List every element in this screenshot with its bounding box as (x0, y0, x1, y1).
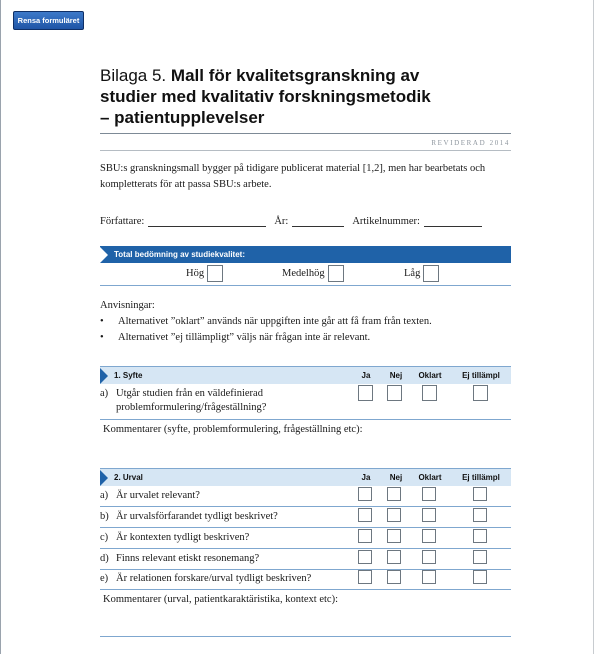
year-label: År: (274, 216, 289, 227)
section-2-a-yes-checkbox[interactable] (358, 487, 372, 501)
question-prefix: e) (100, 573, 109, 584)
quality-high-label: Hög (186, 268, 205, 279)
question-label: Är kontexten tydligt beskriven? (116, 532, 250, 543)
arrow-icon (100, 247, 108, 263)
col-no: Nej (389, 473, 403, 482)
table-row (100, 486, 511, 507)
quality-high-checkbox[interactable] (207, 265, 223, 282)
title-label: Bilaga 5. (100, 66, 167, 85)
section-2-a-no-checkbox[interactable] (387, 487, 401, 501)
section-2-e-unclear-checkbox[interactable] (422, 570, 436, 584)
question-label: Är urvalsförfarandet tydligt beskrivet? (116, 511, 278, 522)
quality-rule (100, 285, 511, 286)
section-2-title: 2. Urval (114, 473, 143, 482)
revised-label: REVIDERAD 2014 (431, 139, 510, 147)
section-2-e-no-checkbox[interactable] (387, 570, 401, 584)
question-prefix: a) (100, 490, 109, 501)
title-line-1: Mall för kvalitetsgranskning av (170, 66, 420, 85)
revised-rule (100, 150, 511, 151)
section-1-comment: Kommentarer (syfte, problemformulering, frågeställning etc): (103, 424, 363, 435)
document-title (100, 65, 510, 128)
quality-medium (282, 265, 344, 282)
question-label: Utgår studien från en väldefinierad problemformulering/frågeställning? (116, 388, 267, 413)
table-row (100, 528, 511, 549)
section-1-a-unclear-checkbox[interactable] (422, 385, 437, 401)
section-2-c-na-checkbox[interactable] (473, 529, 487, 543)
instruction-item: • Alternativet ”oklart” används när uppgiften inte går att få fram från texten. (100, 314, 512, 330)
section-2-b-no-checkbox[interactable] (387, 508, 401, 522)
arrow-icon (100, 470, 108, 486)
question-text (100, 531, 350, 545)
quality-medium-label: Medelhög (282, 268, 325, 279)
question-prefix: d) (100, 553, 109, 564)
section-2-a-na-checkbox[interactable] (473, 487, 487, 501)
col-na: Ej tillämpl (462, 473, 500, 482)
article-field[interactable] (424, 216, 482, 227)
section-2-b-na-checkbox[interactable] (473, 508, 487, 522)
quality-low-label: Låg (404, 268, 421, 279)
question-text (100, 489, 350, 503)
section-1-a-na-checkbox[interactable] (473, 385, 488, 401)
question-prefix: b) (100, 511, 109, 522)
section-2-a-unclear-checkbox[interactable] (422, 487, 436, 501)
section-2-c-unclear-checkbox[interactable] (422, 529, 436, 543)
table-row (100, 570, 511, 590)
quality-low-checkbox[interactable] (423, 265, 439, 282)
table-row (100, 507, 511, 528)
section-1-a-yes-checkbox[interactable] (358, 385, 373, 401)
title-line-3: – patientupplevelser (100, 108, 265, 127)
clear-form-button[interactable]: Rensa formuläret (13, 11, 84, 30)
section-2-b-unclear-checkbox[interactable] (422, 508, 436, 522)
author-label: Författare: (100, 216, 145, 227)
instructions (100, 298, 512, 346)
title-line-2: studier med kvalitativ forskningsmetodik (100, 87, 431, 106)
section-2-c-no-checkbox[interactable] (387, 529, 401, 543)
quality-low (404, 265, 439, 282)
question-text (100, 387, 350, 415)
section-2-e-na-checkbox[interactable] (473, 570, 487, 584)
quality-row (100, 263, 511, 285)
question-text (100, 572, 350, 586)
question-prefix: a) (100, 388, 109, 399)
meta-row (100, 216, 512, 227)
instructions-list (100, 314, 512, 346)
col-unclear: Oklart (418, 371, 442, 380)
table-row (100, 384, 511, 420)
col-unclear: Oklart (418, 473, 442, 482)
section-2-header (100, 468, 511, 486)
col-yes: Ja (361, 371, 371, 380)
question-text (100, 510, 350, 524)
question-label: Är relationen forskare/urval tydligt beskriven? (116, 573, 312, 584)
arrow-icon (100, 368, 108, 384)
section-2-d-unclear-checkbox[interactable] (422, 550, 436, 564)
section-2-d-no-checkbox[interactable] (387, 550, 401, 564)
instructions-heading: Anvisningar: (100, 300, 155, 311)
comment-rule (100, 636, 511, 637)
section-1-a-no-checkbox[interactable] (387, 385, 402, 401)
section-1-title: 1. Syfte (114, 371, 143, 380)
quality-header (100, 246, 511, 263)
year-field[interactable] (292, 216, 344, 227)
section-1-header (100, 366, 511, 384)
section-2-d-na-checkbox[interactable] (473, 550, 487, 564)
table-row (100, 549, 511, 570)
quality-title: Total bedömning av studiekvalitet: (114, 250, 245, 259)
col-na: Ej tillämpl (462, 371, 500, 380)
col-no: Nej (389, 371, 403, 380)
question-label: Är urvalet relevant? (116, 490, 200, 501)
question-prefix: c) (100, 532, 109, 543)
title-rule (100, 133, 511, 134)
article-label: Artikelnummer: (352, 216, 420, 227)
question-label: Finns relevant etiskt resonemang? (116, 553, 260, 564)
quality-high (186, 265, 223, 282)
section-2-d-yes-checkbox[interactable] (358, 550, 372, 564)
intro-text: SBU:s granskningsmall bygger på tidigare publicerat material [1,2], men har bearbetats och kompletterats för att passa SBU:s arbete. (100, 163, 486, 190)
author-field[interactable] (148, 216, 266, 227)
col-yes: Ja (361, 473, 371, 482)
instruction-item: • Alternativet ”ej tillämpligt” väljs när frågan inte är relevant. (100, 330, 512, 346)
section-2-c-yes-checkbox[interactable] (358, 529, 372, 543)
question-text (100, 552, 350, 566)
quality-medium-checkbox[interactable] (328, 265, 344, 282)
section-2-b-yes-checkbox[interactable] (358, 508, 372, 522)
section-2-e-yes-checkbox[interactable] (358, 570, 372, 584)
section-2-comment: Kommentarer (urval, patientkaraktäristika, kontext etc): (103, 594, 338, 605)
